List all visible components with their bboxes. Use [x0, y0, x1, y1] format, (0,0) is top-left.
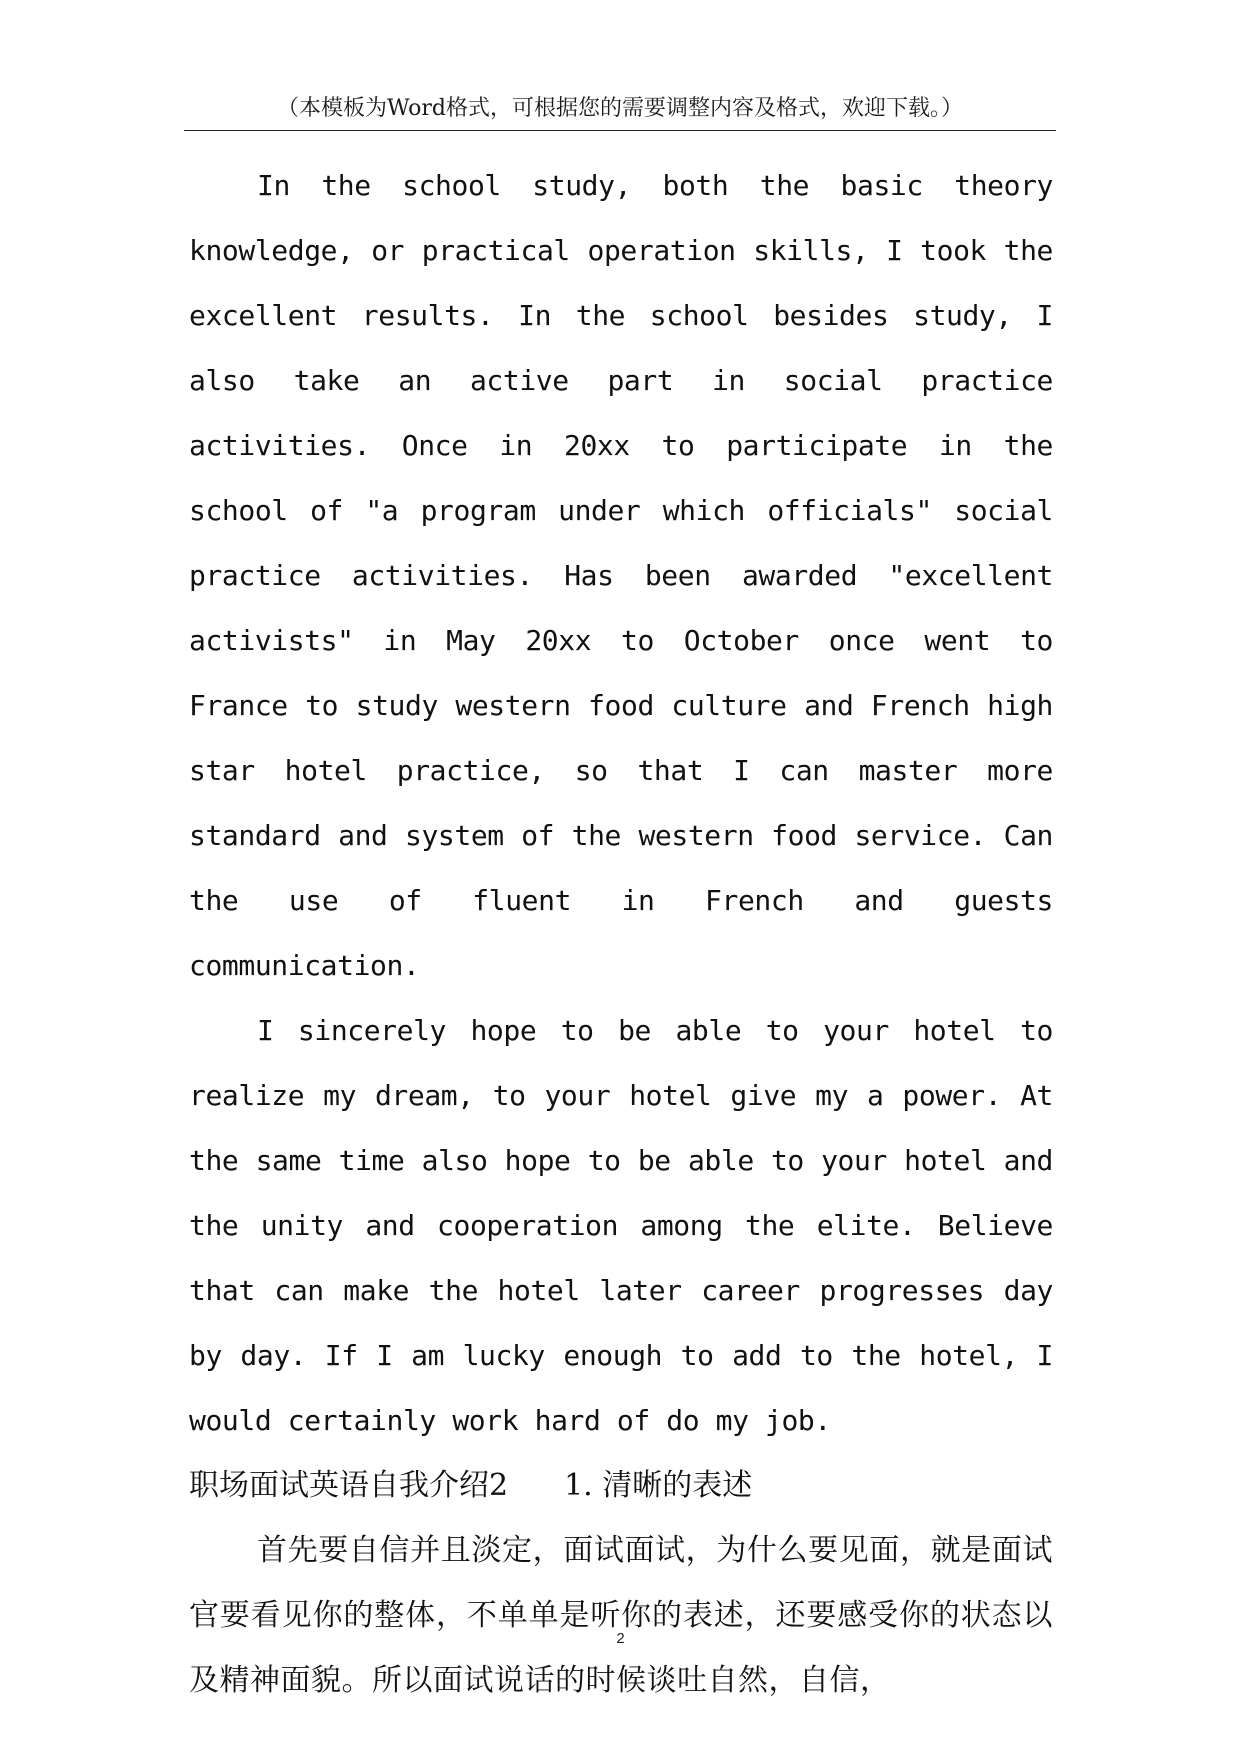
section-heading	[189, 1453, 1053, 1518]
paragraph-chinese: 首先要自信并且淡定，面试面试，为什么要见面，就是面试官要看见你的整体，不单单是听你的表述，还要感受你的状态以及精神面貌。所以面试说话的时候谈吐自然，自信，	[189, 1533, 1053, 1698]
section-title: 职场面试英语自我介绍2	[189, 1468, 509, 1503]
section-subtitle: 1. 清晰的表述	[564, 1468, 753, 1503]
header-divider	[184, 130, 1056, 131]
document-body	[189, 153, 1053, 1713]
paragraph-school-study: In the school study, both the basic theory knowledge, or practical operation skills, I took the excellent results. In the school besides study, I also take an active part in social practice activities. Once in 20xx to participate in the school of "a program under which officials" social practice activities. Has been awarded "excellent activists" in May 20xx to October once went to France to study western food culture and French high star hotel practice, so that I can master more standard and system of the western food service. Can the use of fluent in French and guests communication.	[189, 169, 1053, 982]
header-note: （本模板为Word格式，可根据您的需要调整内容及格式，欢迎下载。）	[277, 96, 963, 121]
page-number: 2	[616, 1630, 625, 1647]
paragraph-hope: I sincerely hope to be able to your hotel to realize my dream, to your hotel give my a power. At the same time also hope to be able to your hotel and the unity and cooperation among the elite. Believe that can make the hotel later career progresses day by day. If I am lucky enough to add to the hotel, I would certainly work hard of do my job.	[189, 1014, 1053, 1437]
